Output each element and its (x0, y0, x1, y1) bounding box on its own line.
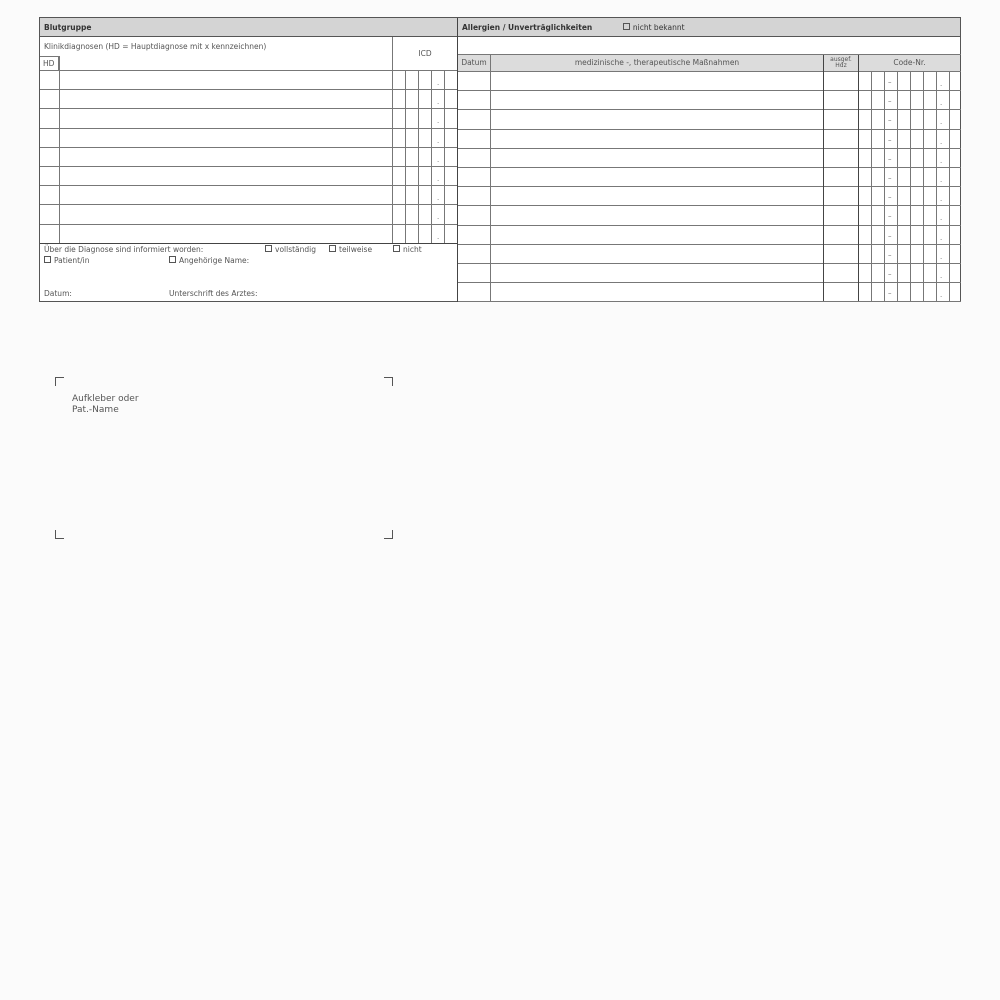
diagnosen-title: Klinikdiagnosen (HD = Hauptdiagnose mit x kennzeichnen) (44, 42, 267, 51)
icd-header-divider (392, 37, 393, 71)
diagnosen-row-line (40, 89, 457, 90)
icd-column-line (444, 70, 445, 243)
diagnosen-row-line (40, 108, 457, 109)
massnahmen-row-line (458, 244, 961, 245)
code-dash: – (888, 97, 892, 105)
icd-dot: . (437, 156, 440, 164)
diagnosen-row-line (40, 224, 457, 225)
hd-label: HD (43, 59, 55, 68)
sticker-corner-bl (55, 530, 64, 539)
nicht-bekannt-option[interactable] (623, 23, 685, 32)
icd-column-line (431, 70, 432, 243)
code-column-line (923, 71, 924, 301)
nicht-bekannt-label: nicht bekannt (632, 23, 685, 32)
diagnosen-row-line (40, 204, 457, 205)
ausgef-label: ausgef. (830, 56, 852, 63)
hdz-label: Hdz (835, 62, 847, 69)
code-dot: . (940, 234, 943, 242)
code-dot: . (940, 138, 943, 146)
sticker-label-2: Pat.-Name (72, 405, 119, 415)
code-dot: . (940, 291, 943, 299)
massnahmen-row-line (458, 282, 961, 283)
code-dot: . (940, 253, 943, 261)
massnahmen-row-line (458, 167, 961, 168)
angehoerige-checkbox[interactable] (169, 256, 176, 263)
code-dot: . (940, 195, 943, 203)
nicht-label: nicht (403, 245, 422, 254)
diagnosen-row-line (40, 70, 457, 71)
code-column-line (897, 71, 898, 301)
massnahmen-row-line (458, 225, 961, 226)
code-dot: . (940, 99, 943, 107)
code-dash: – (888, 251, 892, 259)
code-dot: . (940, 176, 943, 184)
ausgef-header (824, 55, 858, 71)
massnahmen-row-line (458, 301, 961, 302)
angehoerige-option[interactable] (169, 256, 249, 266)
patient-checkbox[interactable] (44, 256, 51, 263)
vollstaendig-option[interactable] (265, 245, 316, 255)
teilweise-label: teilweise (339, 245, 373, 254)
nicht-bekannt-checkbox[interactable] (623, 23, 630, 30)
code-dash: – (888, 270, 892, 278)
code-dot: . (940, 118, 943, 126)
allergien-label: Allergien / Unverträglichkeiten (462, 23, 593, 32)
code-column-line (910, 71, 911, 301)
code-column-line (884, 71, 885, 301)
code-dash: – (888, 116, 892, 124)
allergien-header (458, 18, 960, 37)
hd-header-box (40, 56, 59, 70)
icd-dot: . (437, 175, 440, 183)
code-label: Code-Nr. (893, 58, 926, 67)
patient-option[interactable] (44, 256, 89, 266)
code-dot: . (940, 157, 943, 165)
nicht-option[interactable] (393, 245, 422, 255)
datum-label: Datum: (44, 289, 72, 298)
diagnosen-bottom-line (40, 243, 457, 244)
sticker-label-1: Aufkleber oder (72, 394, 139, 404)
sticker-corner-br (384, 530, 393, 539)
massnahmen-row-line (458, 205, 961, 206)
code-dash: – (888, 136, 892, 144)
nicht-checkbox[interactable] (393, 245, 400, 252)
teilweise-option[interactable] (329, 245, 372, 255)
code-header (859, 55, 960, 71)
massnahmen-ausgef-line (823, 55, 824, 301)
massnahmen-header (491, 55, 823, 71)
hd-column-line (59, 56, 60, 243)
patient-label: Patient/in (54, 256, 90, 265)
code-column-line (871, 71, 872, 301)
code-dash: – (888, 78, 892, 86)
blutgruppe-header (40, 18, 458, 37)
diagnosen-row-line (40, 185, 457, 186)
code-dash: – (888, 232, 892, 240)
massnahmen-row-line (458, 109, 961, 110)
massnahmen-datum-header (458, 55, 490, 71)
blutgruppe-label: Blutgruppe (44, 23, 92, 32)
icd-column-line (405, 70, 406, 243)
treatment-form (39, 17, 961, 302)
code-column-line (936, 71, 937, 301)
vollstaendig-checkbox[interactable] (265, 245, 272, 252)
informiert-label: Über die Diagnose sind informiert worden: (44, 245, 204, 254)
icd-dot: . (437, 79, 440, 87)
icd-dot: . (437, 194, 440, 202)
massnahmen-row-line (458, 186, 961, 187)
code-dot: . (940, 214, 943, 222)
massnahmen-row-line (458, 129, 961, 130)
code-dash: – (888, 155, 892, 163)
diagnosen-row-line (40, 166, 457, 167)
code-dash: – (888, 174, 892, 182)
unterschrift-label: Unterschrift des Arztes: (169, 289, 258, 298)
sticker-corner-tl (55, 377, 64, 386)
icd-label: ICD (418, 49, 432, 58)
angehoerige-label: Angehörige Name: (179, 256, 250, 265)
icd-dot: . (437, 137, 440, 145)
vollstaendig-label: vollständig (275, 245, 316, 254)
icd-column-line (418, 70, 419, 243)
icd-dot: . (437, 98, 440, 106)
icd-dot: . (437, 233, 440, 241)
massnahmen-row-line (458, 148, 961, 149)
icd-column-line (392, 70, 393, 243)
massnahmen-datum-label: Datum (461, 58, 487, 67)
icd-dot: . (437, 117, 440, 125)
diagnosen-row-line (40, 147, 457, 148)
icd-dot: . (437, 213, 440, 221)
code-dash: – (888, 193, 892, 201)
teilweise-checkbox[interactable] (329, 245, 336, 252)
diagnosen-row-line (40, 128, 457, 129)
code-column-line (949, 71, 950, 301)
massnahmen-label: medizinische -, therapeutische Maßnahmen (574, 58, 740, 67)
massnahmen-row-line (458, 71, 961, 72)
sticker-corner-tr (384, 377, 393, 386)
massnahmen-row-line (458, 90, 961, 91)
massnahmen-datum-line (490, 55, 491, 301)
code-dot: . (940, 80, 943, 88)
code-dash: – (888, 212, 892, 220)
code-dot: . (940, 272, 943, 280)
code-dash: – (888, 289, 892, 297)
massnahmen-code-line (858, 55, 859, 301)
massnahmen-row-line (458, 263, 961, 264)
